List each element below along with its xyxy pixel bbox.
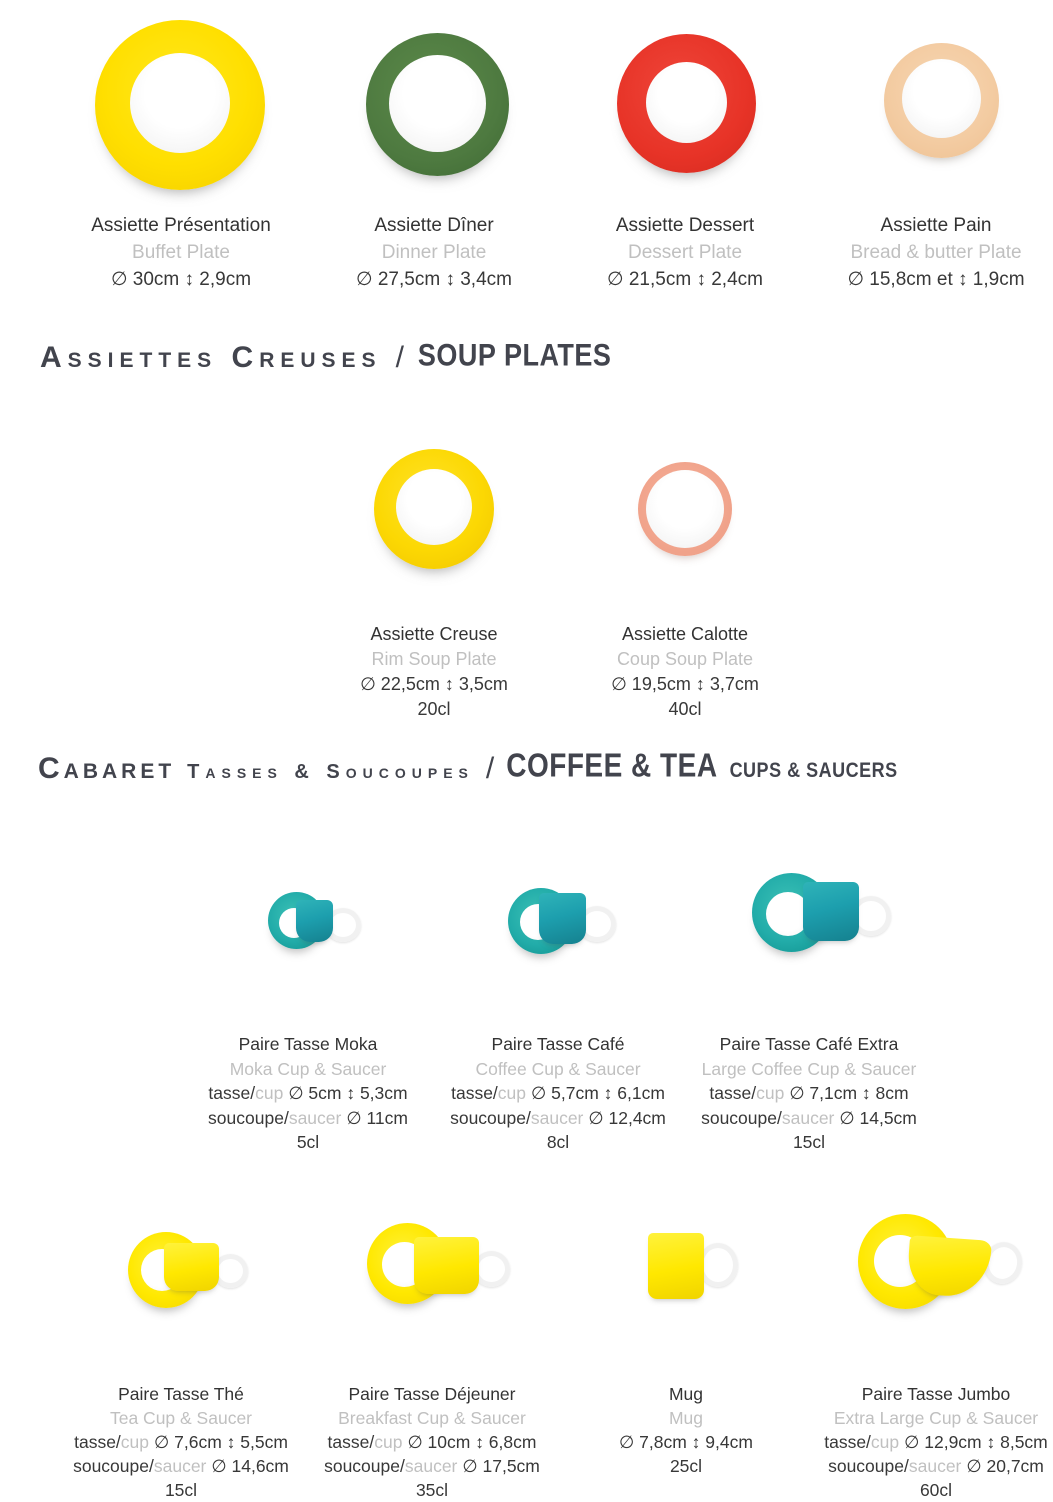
product-capacity: 25cl — [669, 1456, 703, 1476]
plate-center — [130, 53, 230, 153]
product-capacity: 8cl — [546, 1132, 570, 1152]
product-card-dinner-plate — [294, 212, 574, 293]
product-name-en: Breakfast Cup & Saucer — [338, 1408, 526, 1428]
heading-separator: / — [395, 341, 404, 374]
product-name-fr: Assiette Creuse — [370, 624, 498, 644]
product-name-en: Mug — [668, 1408, 704, 1428]
product-card-bread-plate — [796, 212, 1053, 293]
cup-graphic — [803, 882, 859, 941]
product-name-fr: Mug — [668, 1384, 704, 1404]
saucer-dimensions: soucoupe/saucer ∅ 17,5cm — [324, 1456, 540, 1476]
product-name-fr: Paire Tasse Café Extra — [719, 1034, 899, 1054]
saucer-dimensions: soucoupe/saucer ∅ 12,4cm — [450, 1107, 666, 1128]
product-dimensions: ∅ 27,5cm ↕ 3,4cm — [356, 269, 512, 290]
cup-dimensions: tasse/cup ∅ 5,7cm ↕ 6,1cm — [451, 1083, 665, 1103]
cup-dimensions: tasse/cup ∅ 12,9cm ↕ 8,5cm — [824, 1432, 1048, 1452]
product-name-en: Moka Cup & Saucer — [229, 1058, 387, 1079]
product-card-buffet-plate — [41, 212, 321, 293]
product-name-fr: Paire Tasse Déjeuner — [348, 1384, 516, 1404]
product-card-coup-soup-plate — [545, 622, 825, 722]
saucer-dimensions: soucoupe/saucer ∅ 14,6cm — [73, 1456, 289, 1476]
product-name-en: Tea Cup & Saucer — [109, 1408, 253, 1428]
product-dimensions: ∅ 21,5cm ↕ 2,4cm — [607, 269, 763, 290]
heading-english: SOUP PLATES — [417, 337, 612, 373]
product-name-en: Dessert Plate — [627, 242, 743, 263]
buffet-plate-image — [95, 20, 265, 190]
product-name-en: Extra Large Cup & Saucer — [833, 1408, 1039, 1428]
product-capacity: 35cl — [415, 1480, 449, 1500]
product-name-fr: Paire Tasse Café — [491, 1034, 625, 1054]
section-heading-soup-plates — [40, 337, 612, 375]
product-card-jumbo-cup — [796, 1382, 1053, 1502]
product-name-en: Coffee Cup & Saucer — [475, 1058, 641, 1079]
product-dimensions: ∅ 19,5cm ↕ 3,7cm — [611, 674, 759, 694]
product-dimensions: ∅ 15,8cm et ↕ 1,9cm — [847, 269, 1025, 290]
heading-brand: Cabaret — [38, 752, 176, 785]
product-name-fr: Assiette Présentation — [91, 215, 271, 236]
product-capacity: 5cl — [296, 1132, 320, 1152]
product-name-en: Dinner Plate — [381, 242, 487, 263]
product-capacity: 40cl — [668, 699, 702, 719]
product-card-dessert-plate — [545, 212, 825, 293]
product-name-en: Bread & butter Plate — [850, 242, 1022, 263]
product-capacity: 20cl — [417, 699, 451, 719]
rim-soup-plate-image — [374, 449, 494, 569]
product-name-en: Buffet Plate — [132, 242, 230, 263]
bread-plate-image — [884, 43, 999, 158]
coup-soup-plate-image — [638, 462, 732, 556]
product-card-breakfast-cup — [292, 1382, 572, 1502]
product-card-mug — [546, 1382, 826, 1478]
product-name-fr: Assiette Dessert — [615, 215, 755, 236]
cup-dimensions: tasse/cup ∅ 5cm ↕ 5,3cm — [208, 1083, 408, 1103]
cup-dimensions: tasse/cup ∅ 7,1cm ↕ 8cm — [709, 1083, 909, 1103]
product-capacity: 15cl — [164, 1480, 198, 1500]
product-name-en: Rim Soup Plate — [371, 649, 497, 669]
product-name-fr: Paire Tasse Moka — [238, 1034, 378, 1054]
cup-graphic — [648, 1233, 704, 1299]
product-name-fr: Paire Tasse Jumbo — [861, 1384, 1011, 1404]
cup-graphic — [296, 900, 333, 942]
product-card-coffee-cup — [418, 1032, 698, 1155]
product-card-rim-soup-plate — [294, 622, 574, 722]
product-name-en: Coup Soup Plate — [616, 649, 754, 669]
plate-center — [389, 55, 486, 152]
product-name-fr: Assiette Pain — [880, 215, 992, 236]
cup-dimensions: tasse/cup ∅ 10cm ↕ 6,8cm — [327, 1432, 537, 1452]
product-name-en: Large Coffee Cup & Saucer — [701, 1058, 917, 1079]
heading-english: COFFEE & TEA — [506, 747, 718, 784]
dessert-plate-image — [617, 34, 756, 173]
product-capacity: 15cl — [792, 1132, 826, 1152]
saucer-dimensions: soucoupe/saucer ∅ 11cm — [208, 1107, 408, 1128]
cup-graphic — [414, 1237, 479, 1294]
product-card-large-coffee-cup — [669, 1032, 949, 1155]
product-card-tea-cup — [41, 1382, 321, 1502]
product-name-fr: Paire Tasse Thé — [118, 1384, 244, 1404]
plate-center — [902, 59, 981, 138]
plate-center — [646, 470, 724, 548]
product-card-moka-cup — [168, 1032, 448, 1155]
product-name-fr: Assiette Calotte — [621, 624, 749, 644]
product-capacity: 60cl — [919, 1480, 953, 1500]
dinner-plate-image — [366, 33, 509, 176]
saucer-dimensions: soucoupe/saucer ∅ 20,7cm — [828, 1456, 1044, 1476]
heading-french: Assiettes Creuses — [40, 341, 382, 374]
cup-dimensions: tasse/cup ∅ 7,6cm ↕ 5,5cm — [74, 1432, 288, 1452]
product-dimensions: ∅ 30cm ↕ 2,9cm — [110, 269, 252, 290]
heading-english-sub: CUPS & SAUCERS — [729, 758, 898, 782]
plate-center — [396, 469, 472, 545]
cup-graphic — [539, 893, 586, 944]
saucer-dimensions: soucoupe/saucer ∅ 14,5cm — [701, 1107, 917, 1128]
section-heading-cups-saucers — [38, 747, 898, 786]
product-dimensions: ∅ 7,8cm ↕ 9,4cm — [619, 1432, 753, 1452]
heading-separator: / — [485, 752, 495, 785]
cup-handle-graphic — [698, 1243, 738, 1287]
product-dimensions: ∅ 22,5cm ↕ 3,5cm — [360, 674, 508, 694]
cup-graphic — [164, 1243, 219, 1291]
product-name-fr: Assiette Dîner — [374, 215, 494, 236]
plate-center — [646, 62, 727, 143]
heading-french-sub: Tasses & Soucoupes — [187, 761, 474, 783]
